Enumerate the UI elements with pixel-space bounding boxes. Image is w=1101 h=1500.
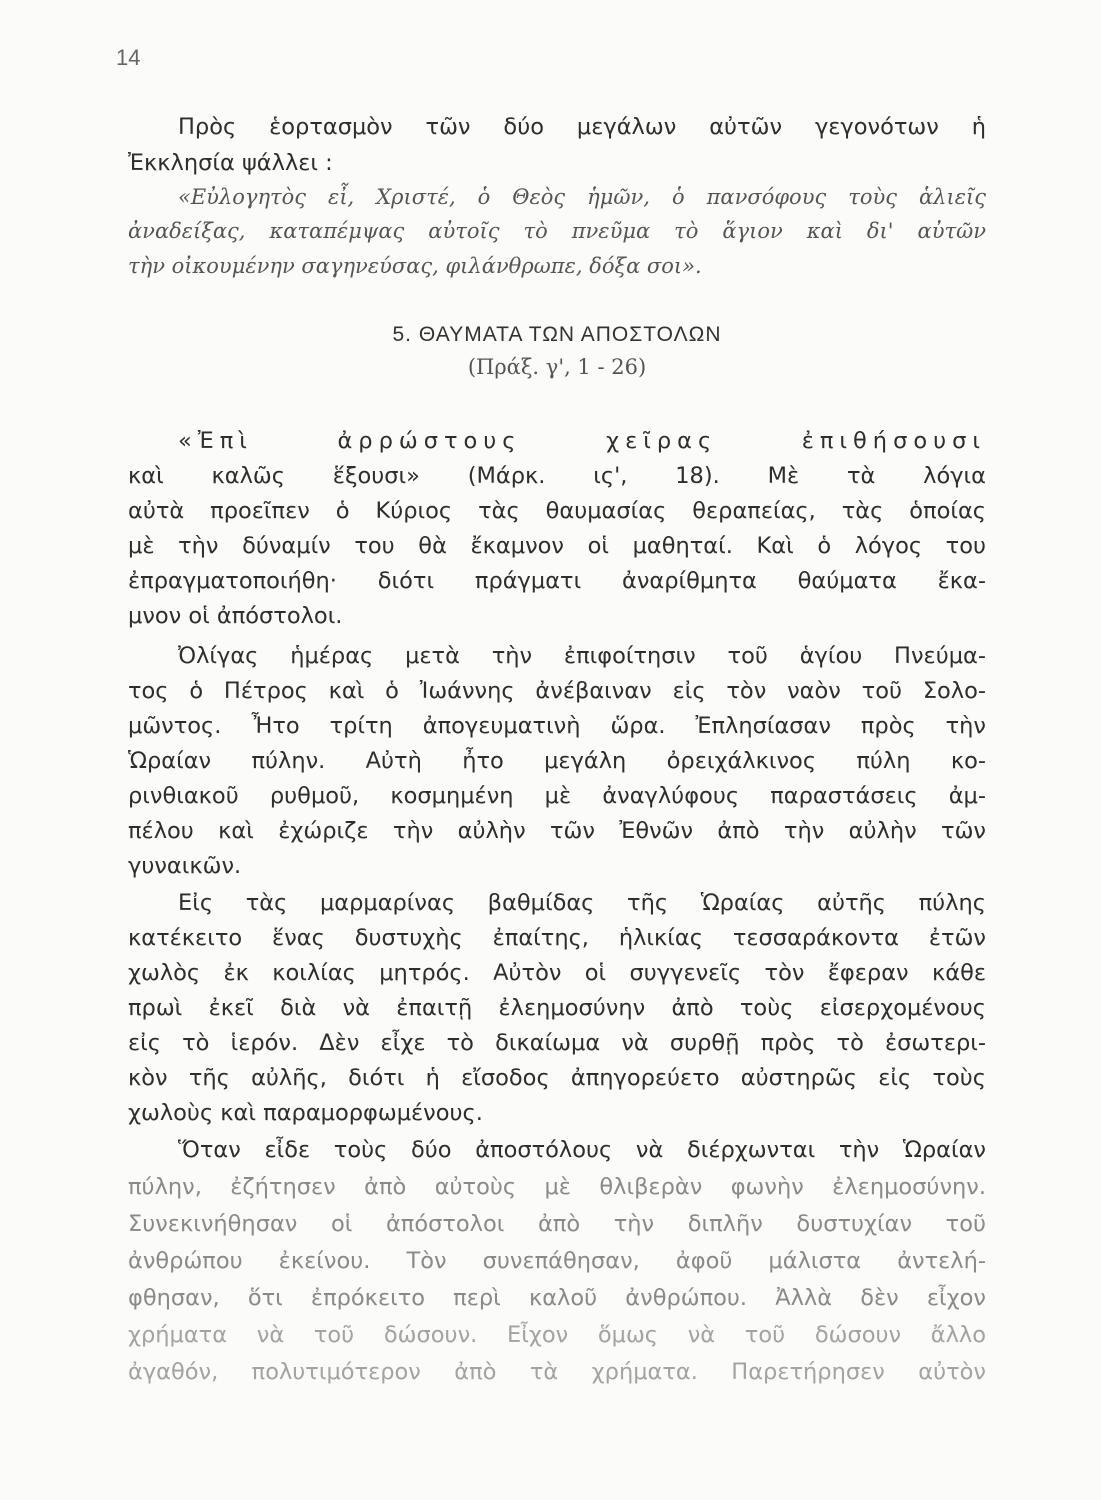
- body-line: «Ἐπὶ ἀρρώστους χεῖρας ἐπιθήσουσι: [178, 428, 986, 454]
- body-line: Ὀλίγας ἡμέρας μετὰ τὴν ἐπιφοίτησιν τοῦ ἁγίου Πνεύμα-: [178, 643, 986, 669]
- section-reference: (Πράξ. γ', 1 - 26): [467, 355, 647, 379]
- body-line: Εἰς τὰς μαρμαρίνας βαθμίδας τῆς Ὡραίας αὐτῆς πύλης: [178, 890, 986, 916]
- body-line: αὐτὰ προεῖπεν ὁ Κύριος τὰς θαυμασίας θεραπείας, τὰς ὁποίας: [128, 498, 986, 524]
- body-line: μῶντος. Ἦτο τρίτη ἀπογευματινὴ ὥρα. Ἐπλησίασαν πρὸς τὴν: [128, 713, 986, 739]
- body-line: Ὡραίαν πύλην. Αὐτὴ ἦτο μεγάλη ὀρειχάλκινος πύλη κο-: [128, 748, 986, 774]
- body-line: πύλην, ἐζήτησεν ἀπὸ αὐτοὺς μὲ θλιβερὰν φωνὴν ἐλεημοσύνην.: [128, 1174, 986, 1200]
- body-line: ἀγαθόν, πολυτιμότερον ἀπὸ τὰ χρήματα. Παρετήρησεν αὐτὸν: [128, 1359, 986, 1385]
- body-line: Ὅταν εἶδε τοὺς δύο ἀποστόλους νὰ διέρχωνται τὴν Ὡραίαν: [178, 1137, 986, 1163]
- body-line: καὶ καλῶς ἕξουσι» (Μάρκ. ις', 18). Μὲ τὰ λόγια: [128, 463, 986, 489]
- body-line: πρωὶ ἐκεῖ διὰ νὰ ἐπαιτῇ ἐλεημοσύνην ἀπὸ τοὺς εἰσερχομένους: [128, 995, 986, 1021]
- body-line: πέλου καὶ ἐχώριζε τὴν αὐλὴν τῶν Ἐθνῶν ἀπὸ τὴν αὐλὴν τῶν: [128, 818, 986, 844]
- hymn-line: «Εὐλογητὸς εἶ, Χριστέ, ὁ Θεὸς ἡμῶν, ὁ πανσόφους τοὺς ἁλιεῖς: [178, 185, 986, 209]
- body-line: Συνεκινήθησαν οἱ ἀπόστολοι ἀπὸ τὴν διπλῆν δυστυχίαν τοῦ: [128, 1211, 986, 1237]
- body-line: ἐπραγματοποιήθη· διότι πράγματι ἀναρίθμητα θαύματα ἔκα-: [128, 568, 986, 594]
- body-line: μὲ τὴν δύναμίν του θὰ ἔκαμνον οἱ μαθηταί. Καὶ ὁ λόγος του: [128, 533, 986, 559]
- body-line: χωλὸς ἐκ κοιλίας μητρός. Αὐτὸν οἱ συγγενεῖς τὸν ἔφεραν κάθε: [128, 960, 986, 986]
- body-line: τος ὁ Πέτρος καὶ ὁ Ἰωάννης ἀνέβαιναν εἰς τὸν ναὸν τοῦ Σολο-: [128, 678, 986, 704]
- body-line: κατέκειτο ἕνας δυστυχὴς ἐπαίτης, ἡλικίας τεσσαράκοντα ἐτῶν: [128, 925, 986, 951]
- section-title: 5. ΘΑΥΜΑΤΑ ΤΩΝ ΑΠΟΣΤΟΛΩΝ: [392, 323, 722, 346]
- body-line: χρήματα νὰ τοῦ δώσουν. Εἶχον ὅμως νὰ τοῦ δώσουν ἄλλο: [128, 1322, 986, 1348]
- hymn-line: ἀναδείξας, καταπέμψας αὐτοῖς τὸ πνεῦμα τὸ ἅγιον καὶ δι' αὐτῶν: [128, 219, 986, 243]
- body-line: γυναικῶν.: [128, 853, 242, 879]
- body-line: ἀνθρώπου ἐκείνου. Τὸν συνεπάθησαν, ἀφοῦ μάλιστα ἀντελή-: [128, 1248, 986, 1274]
- body-line: ρινθιακοῦ ρυθμοῦ, κοσμημένη μὲ ἀναγλύφους παραστάσεις ἀμ-: [128, 783, 986, 809]
- intro-line: Πρὸς ἑορτασμὸν τῶν δύο μεγάλων αὐτῶν γεγονότων ἡ: [178, 114, 986, 140]
- hymn-line: τὴν οἰκουμένην σαγηνεύσας, φιλάνθρωπε, δόξα σοι».: [128, 254, 702, 278]
- page-number: 14: [116, 45, 141, 70]
- body-line: μνον οἱ ἀπόστολοι.: [128, 603, 343, 629]
- body-line: κὸν τῆς αὐλῆς, διότι ἡ εἴσοδος ἀπηγορεύετο αὐστηρῶς εἰς τοὺς: [128, 1065, 986, 1091]
- intro-line: Ἐκκλησία ψάλλει :: [128, 150, 333, 176]
- body-line: φθησαν, ὅτι ἐπρόκειτο περὶ καλοῦ ἀνθρώπου. Ἀλλὰ δὲν εἶχον: [128, 1285, 986, 1311]
- body-line: εἰς τὸ ἱερόν. Δὲν εἶχε τὸ δικαίωμα νὰ συρθῇ πρὸς τὸ ἐσωτερι-: [128, 1030, 986, 1056]
- body-line: χωλοὺς καὶ παραμορφωμένους.: [128, 1100, 483, 1126]
